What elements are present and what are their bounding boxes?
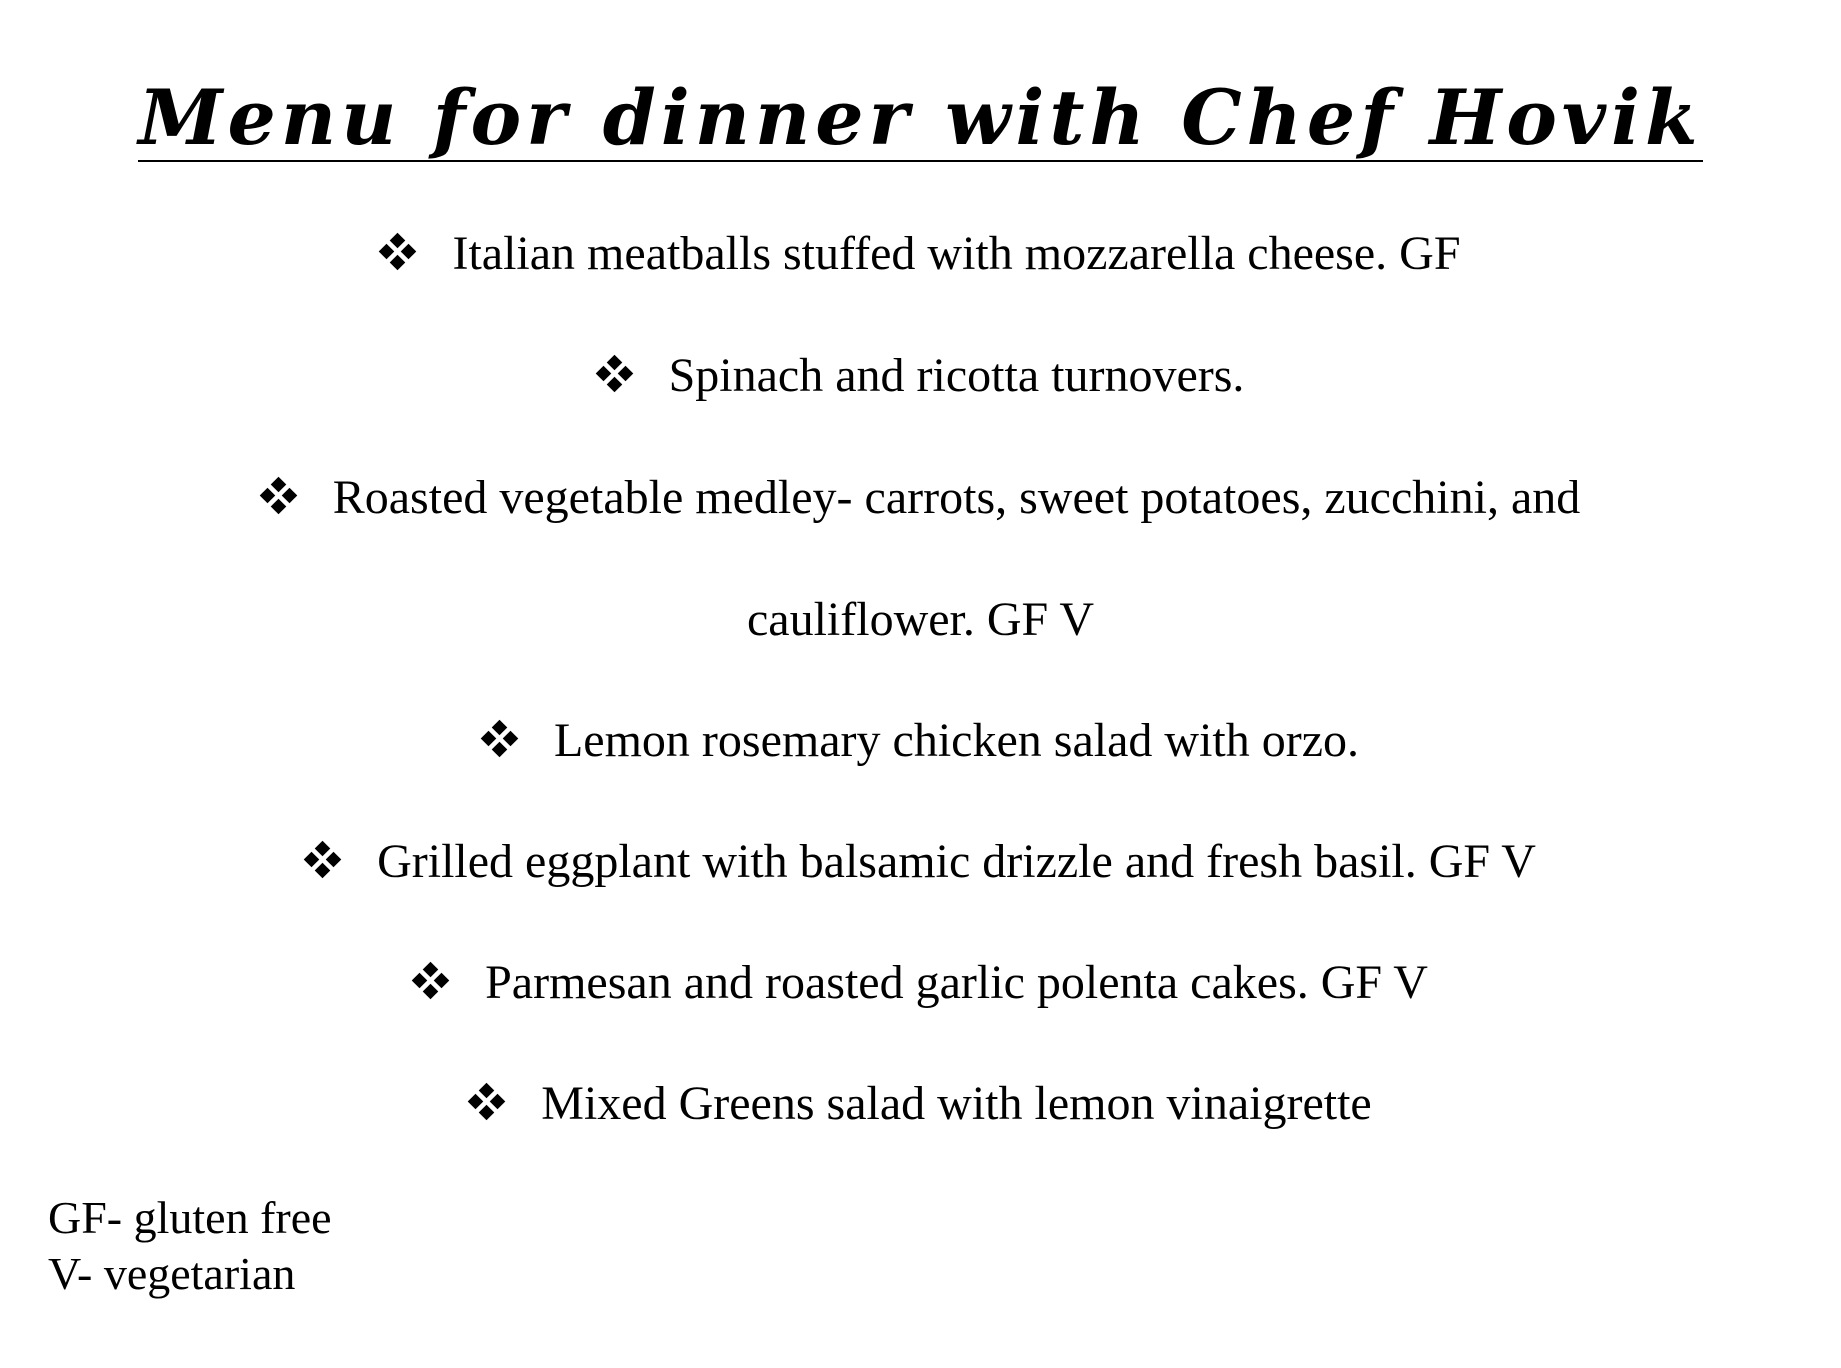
menu-item-turnovers	[0, 346, 1841, 406]
diamond-bullet-icon	[413, 963, 449, 999]
diamond-bullet-icon	[597, 356, 633, 392]
diamond-bullet-icon	[469, 1084, 505, 1120]
menu-item-mixed-greens	[0, 1074, 1841, 1134]
menu-item-text: Lemon rosemary chicken salad with orzo.	[553, 714, 1360, 767]
menu-item-text: Mixed Greens salad with lemon vinaigrette	[541, 1077, 1372, 1130]
diamond-bullet-icon	[380, 234, 416, 270]
dietary-legend	[48, 1190, 332, 1302]
menu-item-text: Parmesan and roasted garlic polenta cakes. GF V	[485, 956, 1428, 1009]
page-title-text: Menu for dinner with Chef Hovik	[138, 73, 1703, 162]
diamond-bullet-icon	[482, 721, 518, 757]
menu-item-chicken-salad	[0, 711, 1841, 771]
menu-item-polenta	[0, 953, 1841, 1013]
menu-item-text-continuation: cauliflower. GF V	[746, 593, 1095, 646]
diamond-bullet-icon	[305, 842, 341, 878]
menu-item-text: Italian meatballs stuffed with mozzarella cheese. GF	[452, 227, 1461, 280]
menu-item-meatballs	[0, 224, 1841, 284]
menu-item-vegetable-medley-continuation	[0, 590, 1841, 650]
menu-item-eggplant	[0, 832, 1841, 892]
page-title	[0, 72, 1841, 164]
legend-vegetarian: V- vegetarian	[48, 1248, 296, 1299]
diamond-bullet-icon	[261, 478, 297, 514]
menu-item-text: Roasted vegetable medley- carrots, sweet potatoes, zucchini, and	[332, 471, 1581, 524]
menu-item-vegetable-medley	[0, 468, 1841, 528]
menu-item-text: Grilled eggplant with balsamic drizzle and fresh basil. GF V	[377, 835, 1536, 888]
menu-item-text: Spinach and ricotta turnovers.	[668, 349, 1245, 402]
legend-gluten-free: GF- gluten free	[48, 1192, 332, 1243]
